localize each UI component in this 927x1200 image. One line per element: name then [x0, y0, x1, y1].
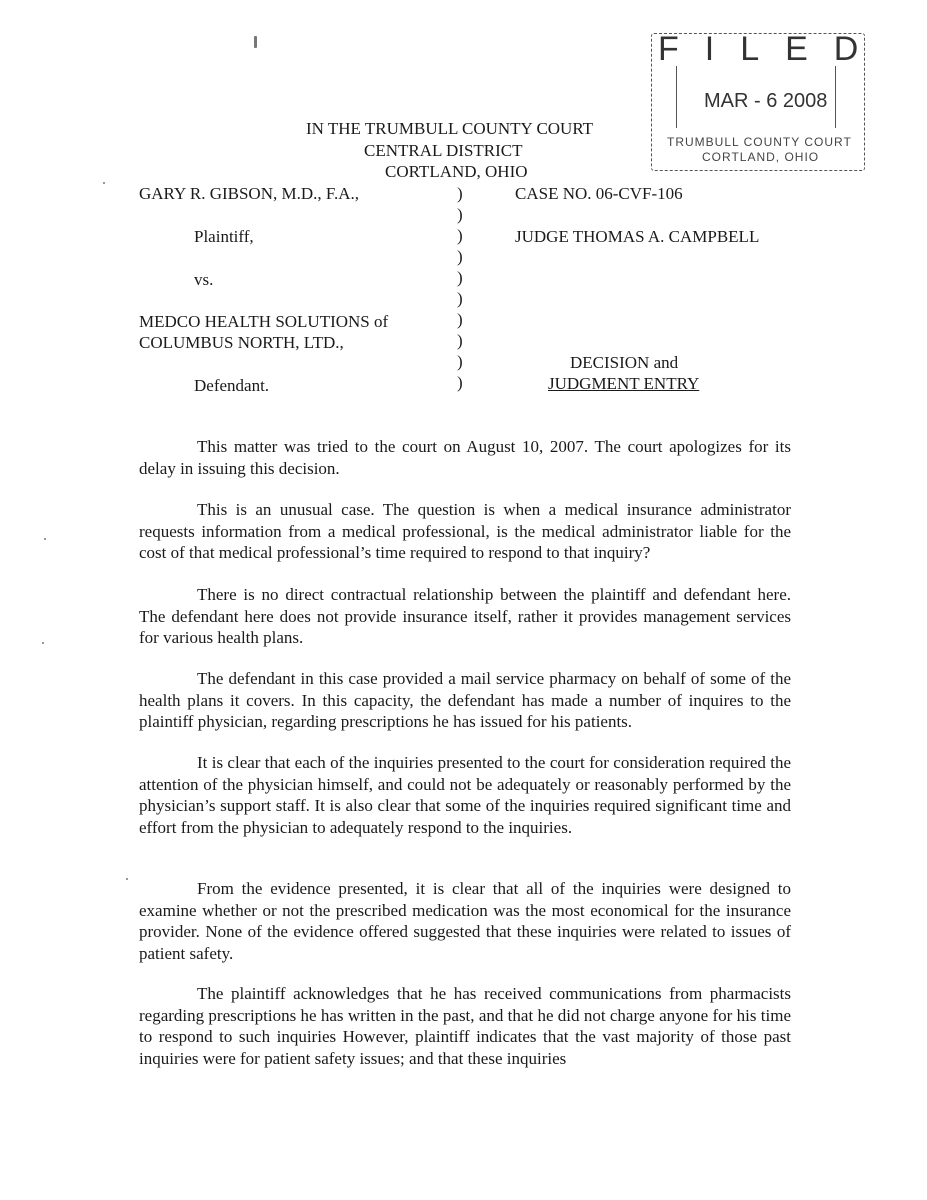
scan-mark [254, 36, 257, 48]
body-paragraph: There is no direct contractual relationship between the plaintiff and defendant here. The defendant here does not provide insurance itself, rather it provides management services for various health plans. [139, 585, 791, 647]
entry-title-line2: JUDGMENT ENTRY [548, 374, 700, 393]
body-paragraph: This matter was tried to the court on August 10, 2007. The court apologizes for its delay in issuing this decision. [139, 437, 791, 478]
plaintiff-label: Plaintiff, [194, 227, 254, 246]
body-paragraph: The defendant in this case provided a mail service pharmacy on behalf of some of the health plans it covers. In this capacity, the defendant has made a number of inquires to the plaintiff physician, regarding prescriptions he has issued for his patients. [139, 669, 791, 731]
entry-title-line1: DECISION and [570, 353, 679, 372]
body-paragraph: From the evidence presented, it is clear that all of the inquiries were designed to examine whether or not the prescribed medication was the most economical for the insurance provider. None of the evidence offered suggested that these inquiries were related to issues of patient safety. [139, 879, 791, 963]
judge-name: JUDGE THOMAS A. CAMPBELL [515, 227, 760, 246]
scan-speck [103, 182, 105, 184]
case-number: CASE NO. 06-CVF-106 [515, 184, 683, 203]
court-district: CENTRAL DISTRICT [364, 141, 523, 160]
stamp-date: MAR - 6 2008 [704, 90, 828, 112]
body-paragraph: This is an unusual case. The question is when a medical insurance administrator requests information from a medical professional, is the medical administrator liable for the cost of that medical professional’s time required to respond to that inquiry? [139, 500, 791, 562]
body-paragraph: It is clear that each of the inquiries presented to the court for consideration required the attention of the physician himself, and could not be adequately or reasonably performed by the physician’s support staff. It is also clear that some of the inquiries required significant time and effort from the physician to adequately respond to the inquiries. [139, 753, 791, 837]
stamp-filed-text: FILED [658, 30, 885, 68]
body-paragraph: The plaintiff acknowledges that he has received communications from pharmacists regarding prescriptions he has written in the past, and that he did not charge anyone for his time to respond to such inquiries However, plaintiff indicates that the vast majority of those past inquiries were for patient safety issues; and that these inquiries [139, 984, 791, 1068]
stamp-city: CORTLAND, OHIO [702, 150, 820, 164]
court-name: IN THE TRUMBULL COUNTY COURT [306, 119, 594, 138]
versus-label: vs. [194, 270, 214, 289]
caption-separator: ) ) ) ) ) ) ) ) ) ) [457, 184, 463, 392]
scan-speck [44, 538, 46, 540]
plaintiff-name: GARY R. GIBSON, M.D., F.A., [139, 184, 359, 203]
court-location: CORTLAND, OHIO [385, 162, 528, 181]
defendant-label: Defendant. [194, 376, 270, 395]
defendant-name-line1: MEDCO HEALTH SOLUTIONS of [139, 312, 389, 331]
defendant-name-line2: COLUMBUS NORTH, LTD., [139, 333, 344, 352]
stamp-court: TRUMBULL COUNTY COURT [667, 135, 852, 149]
scan-speck [126, 878, 128, 880]
scan-speck [42, 642, 44, 644]
